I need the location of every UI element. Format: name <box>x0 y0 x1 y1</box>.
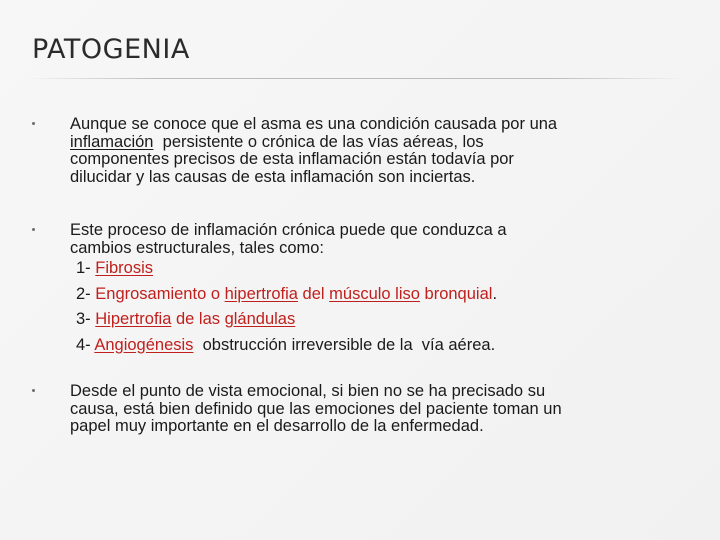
bullet-3-line-1: Desde el punto de vista emocional, si bien no se ha precisado su <box>70 382 546 400</box>
title-divider <box>24 78 684 79</box>
bullet-dot-icon <box>32 228 35 231</box>
bullet-item-1 <box>32 116 557 186</box>
bullet-item-2 <box>32 222 507 354</box>
bullet-2-line-1: Este proceso de inflamación crónica puede que conduzca a <box>70 221 507 239</box>
bullet-dot-icon <box>32 389 35 392</box>
bullet-1-line-1: Aunque se conoce que el asma es una condición causada por una <box>70 115 558 133</box>
link-hipertrofia-2[interactable]: Hipertrofia <box>95 310 172 328</box>
bullet-1-line-2 <box>70 134 557 152</box>
subitem-2-period: . <box>492 284 498 303</box>
subitem-2-text-e: bronquial <box>419 284 493 303</box>
bullet-item-3 <box>32 383 562 436</box>
subitem-3-number: 3- <box>76 310 96 328</box>
slide-title: PATOGENIA <box>32 34 190 65</box>
subitem-2-text-a: Engrosamiento o <box>95 284 225 303</box>
link-fibrosis[interactable]: Fibrosis <box>95 259 154 277</box>
bullet-1-line-3: componentes precisos de esta inflamación están todavía por <box>70 150 514 168</box>
bullet-3-line-3: papel muy importante en el desarrollo de la enfermedad. <box>70 417 484 435</box>
link-hipertrofia[interactable]: hipertrofia <box>224 284 298 303</box>
bullet-1-line-4: dilucidar y las causas de esta inflamación son inciertas. <box>70 167 476 186</box>
subitem-4-number: 4- <box>76 335 95 354</box>
link-musculo-liso[interactable]: músculo liso <box>329 284 420 303</box>
bullet-2-line-2: cambios estructurales, tales como: <box>70 238 325 257</box>
subitem-1 <box>70 260 507 278</box>
link-glandulas[interactable]: glándulas <box>224 310 296 328</box>
link-angiogenesis[interactable]: Angiogénesis <box>94 335 194 354</box>
bullet-1-line-2-text: persistente o crónica de las vías aéreas, los <box>153 132 484 151</box>
bullet-3-line-2: causa, está bien definido que las emociones del paciente toman un <box>70 399 562 418</box>
subitem-4-text: obstrucción irreversible de la vía aérea. <box>193 335 496 354</box>
subitem-3-text-b: de las <box>171 310 225 328</box>
bullet-dot-icon <box>32 122 35 125</box>
subitem-3 <box>70 311 507 329</box>
subitem-2 <box>70 286 507 304</box>
subitem-1-number: 1- <box>76 259 96 277</box>
subitem-2-number: 2- <box>76 284 96 303</box>
subitem-4 <box>70 337 507 355</box>
subitem-2-text-c: del <box>297 284 330 303</box>
link-inflamacion[interactable]: inflamación <box>70 132 154 151</box>
